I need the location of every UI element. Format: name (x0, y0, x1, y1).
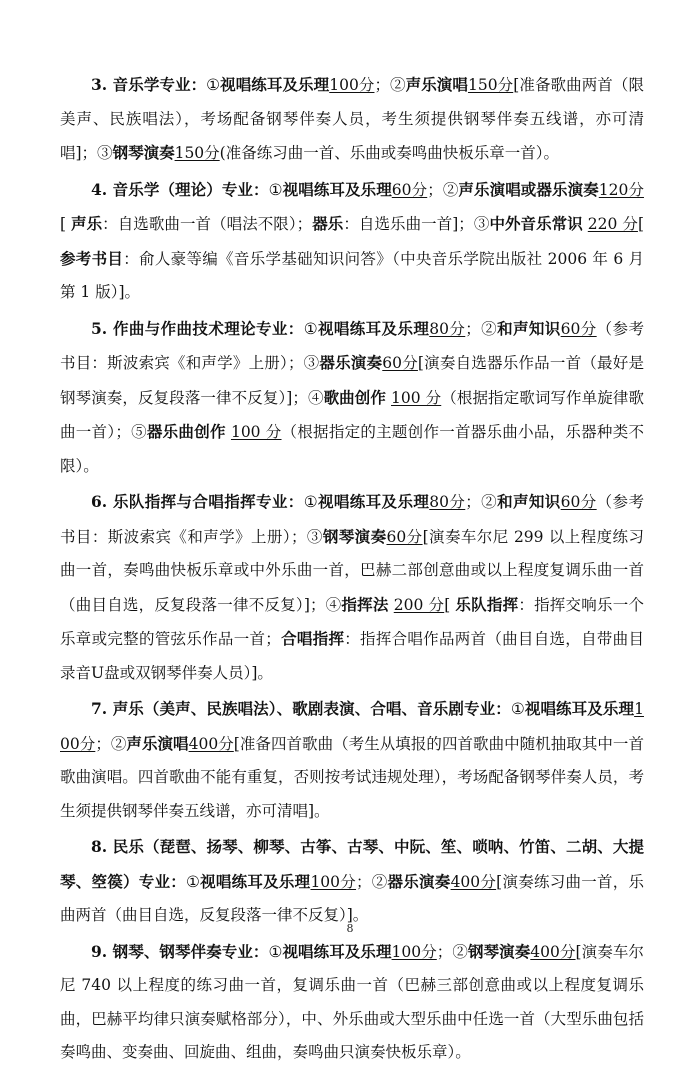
text-run: （参考书目：斯波索宾《和声学》上册）；③ (60, 493, 644, 546)
text-run: [演奏车尔尼 740 以上程度的练习曲一首，复调乐曲一首（巴赫三部创意曲或以上程度复调乐曲，巴赫平均律只演奏赋格部分），中、外乐曲或大型乐曲中任选一首（大型乐曲包括奏鸣曲、变奏曲、回旋曲、组曲，奏鸣曲只演奏快板乐章）。 (60, 942, 644, 1061)
text-run: ① (186, 872, 201, 891)
text-run: ；② (356, 872, 388, 891)
text-run: [ (444, 595, 456, 614)
score-value: 60分 (560, 319, 597, 338)
paragraph-conducting (60, 485, 644, 690)
score-value: 80分 (429, 493, 466, 511)
text-run: [准备四首歌曲（考生从填报的四首歌曲中随机抽取其中一首歌曲演唱。四首歌曲不能有重复，否则按考试违规处理），考场配备钢琴伴奏人员，考生须提供钢琴伴奏五线谱，亦可清唱]。 (60, 734, 644, 820)
bold-run: 中外音乐常识 (489, 214, 583, 233)
bold-run: 合唱指挥 (280, 629, 345, 648)
score-value: 80分 (429, 319, 466, 338)
text-run: ：俞人豪等编《音乐学基础知识问答》（中央音乐学院出版社 2006 年 6 月第 1 版）]。 (60, 249, 644, 301)
bold-run: 7. 声乐（美声、民族唱法）、歌剧表演、合唱、音乐剧专业： (91, 699, 511, 718)
score-value: 60分 (382, 354, 418, 372)
score-value: 100 分 (391, 388, 442, 407)
score-value: 100分 (391, 942, 437, 961)
text-run: ；② (436, 942, 468, 961)
score-value: 220 分 (587, 215, 638, 233)
text-run: （根据指定的主题创作一首器乐曲小品，乐器种类不限）。 (60, 423, 644, 475)
bold-run: 和声知识 (497, 318, 561, 338)
bold-run: 声乐 (71, 214, 103, 233)
score-value: 60分 (560, 493, 597, 511)
text-run: ；② (374, 76, 406, 94)
bold-run: 器乐演奏 (319, 353, 383, 372)
bold-run: 视唱练耳及乐理 (317, 492, 430, 511)
bold-run: 钢琴演奏 (112, 143, 175, 162)
text-run: ：指挥合唱作品两首（曲目自选，自带曲目录音U盘或双钢琴伴奏人员）]。 (60, 630, 644, 682)
score-value: 150分 (174, 144, 220, 162)
bold-run: 声乐演唱 (405, 75, 468, 94)
score-value: 400分 (450, 872, 497, 891)
bold-run: 视唱练耳及乐理 (282, 179, 392, 199)
bold-run: 声乐演唱 (126, 733, 189, 753)
paragraph-music-studies (60, 68, 644, 171)
text-run: [演奏练习曲一首，乐曲两首（曲目自选，反复段落一律不反复）]。 (60, 872, 644, 924)
score-value: 120分 (598, 180, 644, 199)
text-run: ；② (465, 493, 498, 511)
bold-run: 8. 民乐（琵琶、扬琴、柳琴、古筝、古琴、中阮、笙、唢呐、竹笛、二胡、大提琴、箜篌）专业： (60, 837, 644, 891)
text-run: [ (637, 215, 644, 233)
bold-run: 乐队指挥 (455, 594, 519, 614)
bold-run: 视唱练耳及乐理 (200, 871, 311, 891)
score-value: 100 分 (230, 423, 282, 441)
bold-run: 9. 钢琴、钢琴伴奏专业： (91, 941, 269, 961)
score-value: 150分 (467, 76, 514, 94)
document-body (60, 68, 644, 1070)
bold-run: 4. 音乐学（理论）专业： (91, 179, 269, 199)
bold-run: 参考书目 (60, 248, 124, 268)
bold-run: 视唱练耳及乐理 (524, 699, 635, 718)
paragraph-folk-instruments (60, 830, 644, 933)
text-run: ① (268, 942, 283, 961)
text-run: [准备歌曲两首（限美声、民族唱法），考场配备钢琴伴奏人员，考生须提供钢琴伴奏五线谱，亦可清唱]；③ (60, 76, 644, 162)
bold-run: 视唱练耳及乐理 (282, 941, 392, 961)
text-run: ① (510, 700, 525, 718)
bold-run: 视唱练耳及乐理 (317, 318, 430, 338)
bold-run: 3. 音乐学专业： (91, 75, 207, 94)
text-run: ；② (95, 734, 127, 753)
text-run: [ (60, 215, 72, 233)
bold-run: 6. 乐队指挥与合唱指挥专业： (91, 492, 304, 511)
paragraph-piano (60, 935, 644, 1070)
bold-run: 器乐演奏 (387, 871, 451, 891)
bold-run: 歌曲创作 (323, 387, 386, 407)
bold-run: 5. 作曲与作曲技术理论专业： (91, 318, 304, 338)
score-value: 400分 (188, 734, 234, 753)
bold-run: 器乐 (312, 214, 344, 233)
score-value: 400分 (530, 942, 576, 961)
text-run: ① (206, 76, 221, 94)
text-run: [演奏自选器乐作品一首（最好是钢琴演奏，反复段落一律不反复）]；④ (60, 354, 644, 407)
text-run: ① (303, 493, 318, 511)
score-value: 100分 (310, 872, 357, 891)
text-run: ：指挥交响乐一个乐章或完整的管弦乐作品一首； (60, 595, 644, 648)
bold-run: 声乐演唱或器乐演奏 (458, 179, 599, 199)
bold-run: 指挥法 (341, 594, 389, 614)
text-run: ；② (427, 180, 459, 199)
paragraph-music-theory (60, 173, 644, 310)
text-run: ① (268, 180, 283, 199)
text-run: ① (303, 319, 318, 338)
score-value: 60分 (386, 527, 423, 546)
text-run: ：自选乐曲一首]；③ (343, 215, 490, 233)
score-value: 200 分 (393, 595, 445, 614)
score-value: 100分 (60, 700, 644, 753)
page-number: 8 (346, 922, 354, 935)
text-run: （参考书目：斯波索宾《和声学》上册）；③ (60, 319, 644, 372)
bold-run: 和声知识 (497, 492, 561, 511)
text-run: [演奏车尔尼 299 以上程度练习曲一首，奏鸣曲快板乐章或中外乐曲一首，巴赫二部创意曲或以上程度复调乐曲一首（曲目自选，反复段落一律不反复）]；④ (60, 527, 644, 614)
score-value: 100分 (329, 76, 375, 94)
bold-run: 钢琴演奏 (322, 526, 387, 546)
bold-run: 钢琴演奏 (467, 941, 531, 961)
text-run: (准备练习曲一首、乐曲或奏鸣曲快板乐章一首）。 (219, 144, 559, 162)
text-run: ；② (465, 319, 498, 338)
text-run: （根据指定歌词写作单旋律歌曲一首）；⑤ (60, 388, 644, 441)
text-run: ：自选歌曲一首（唱法不限）； (102, 215, 313, 233)
paragraph-composition (60, 312, 644, 484)
score-value: 60分 (391, 180, 428, 199)
paragraph-vocal-music (60, 692, 644, 828)
bold-run: 器乐曲创作 (146, 422, 226, 441)
bold-run: 视唱练耳及乐理 (220, 75, 330, 94)
